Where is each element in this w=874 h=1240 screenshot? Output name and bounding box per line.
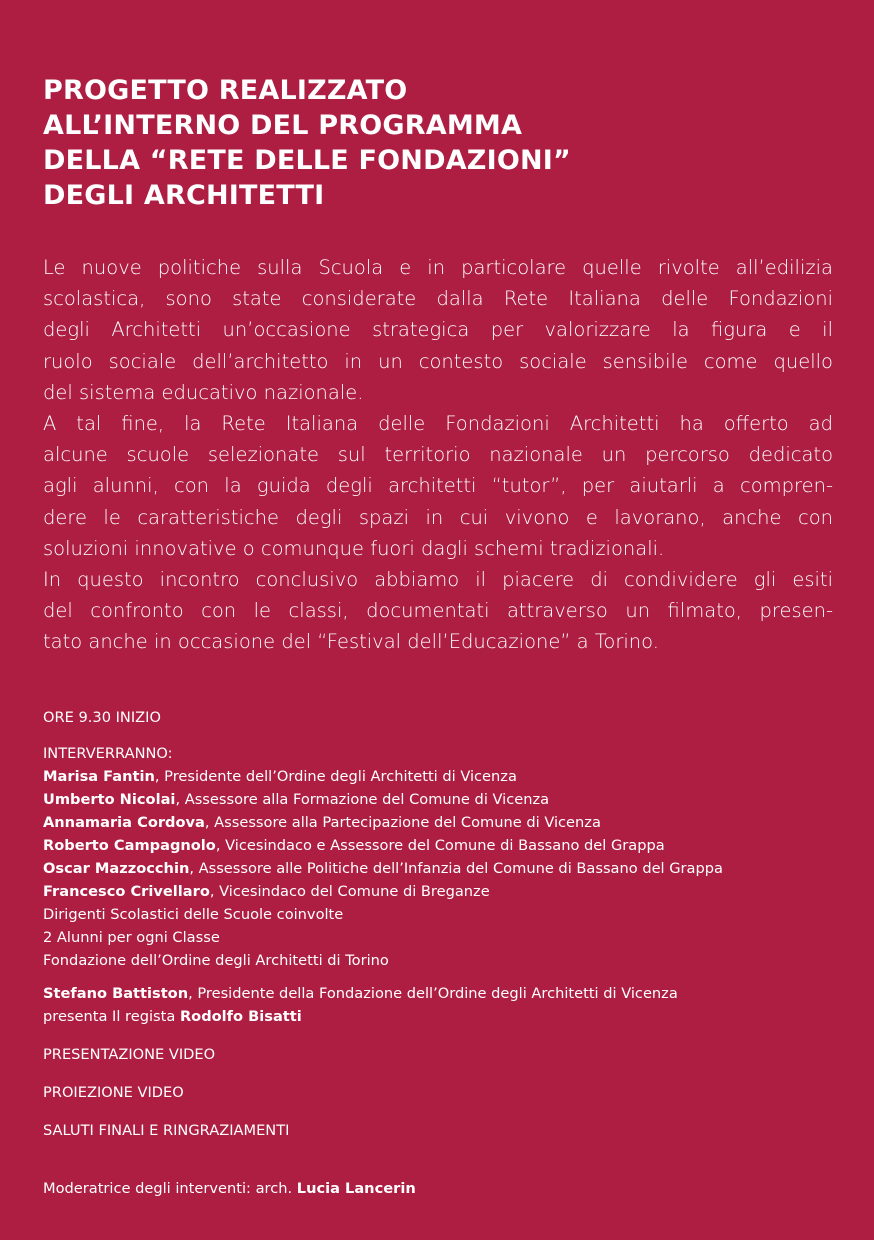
director-prefix: presenta Il regista (43, 1008, 180, 1025)
participant-item: Dirigenti Scolastici delle Scuole coinvolte (43, 906, 344, 923)
speaker-item (43, 880, 833, 903)
director-name: Rodolfo Bisatti (179, 1008, 302, 1025)
intro-line: soluzioni innovative o comunque fuori dagli schemi tradizionali. (43, 536, 665, 560)
speaker-name: Francesco Crivellaro (43, 883, 210, 900)
speaker-item (43, 834, 833, 857)
speaker-name: Annamaria Cordova (43, 814, 205, 831)
moderator-line (43, 1177, 833, 1200)
moderator-name: Lucia Lancerin (296, 1180, 416, 1197)
intro-line: A tal fine, la Rete Italiana delle Fondazioni Architetti ha offerto ad (43, 412, 833, 436)
speaker-item (43, 811, 833, 834)
speakers-list (43, 765, 833, 972)
presenter-role: , Presidente della Fondazione dell’Ordine degli Architetti di Vicenza (188, 985, 678, 1002)
speaker-role: , Presidente dell’Ordine degli Architetti di Vicenza (154, 768, 517, 785)
presenter-block (43, 982, 833, 1028)
speaker-role: , Vicesindaco del Comune di Breganze (209, 883, 490, 900)
speaker-role: , Assessore alla Partecipazione del Comune di Vicenza (204, 814, 601, 831)
presenter-name: Stefano Battiston (43, 985, 189, 1002)
title-line: ALL’INTERNO DEL PROGRAMMA (43, 110, 523, 141)
title-line: DELLA “RETE DELLE FONDAZIONI” (43, 145, 571, 176)
moderator-prefix: Moderatrice degli interventi: arch. (43, 1180, 297, 1197)
speaker-role: , Vicesindaco e Assessore del Comune di Bassano del Grappa (215, 837, 665, 854)
closing-remarks: SALUTI FINALI E RINGRAZIAMENTI (43, 1122, 290, 1139)
director-line (43, 1005, 833, 1028)
intro-line: scolastica, sono state considerate dalla Rete Italiana delle Fondazioni (43, 287, 833, 311)
intro-line: degli Architetti un’occasione strategica per valorizzare la figura e il (43, 318, 833, 342)
speaker-name: Oscar Mazzocchin (43, 860, 190, 877)
intro-line: del sistema educativo nazionale. (43, 380, 364, 404)
program-section (43, 706, 833, 1200)
speaker-role: , Assessore alla Formazione del Comune di Vicenza (175, 791, 550, 808)
speaker-name: Marisa Fantin (43, 768, 155, 785)
intro-line: ruolo sociale dell’architetto in un contesto sociale sensibile come quello (43, 349, 833, 373)
video-projection: PROIEZIONE VIDEO (43, 1084, 184, 1101)
presenter-line (43, 982, 833, 1005)
speaker-item (43, 857, 833, 880)
intro-line: agli alunni, con la guida degli architetti “tutor”, per aiutarli a compren- (43, 474, 833, 498)
speaker-name: Umberto Nicolai (43, 791, 176, 808)
start-time: ORE 9.30 INIZIO (43, 709, 161, 726)
intro-line: dere le caratteristiche degli spazi in cui vivono e lavorano, anche con (43, 505, 833, 529)
speaker-item (43, 788, 833, 811)
speaker-role: , Assessore alle Politiche dell’Infanzia del Comune di Bassano del Grappa (189, 860, 723, 877)
intro-line: del confronto con le classi, documentati attraverso un filmato, presen- (43, 599, 833, 623)
participant-item: Fondazione dell’Ordine degli Architetti di Torino (43, 952, 389, 969)
speaker-name: Roberto Campagnolo (43, 837, 216, 854)
intro-line: Le nuove politiche sulla Scuola e in particolare quelle rivolte all’edilizia (43, 256, 833, 279)
speaker-item (43, 765, 833, 788)
speakers-heading: INTERVERRANNO: (43, 745, 173, 762)
page-title (43, 73, 571, 213)
intro-line: In questo incontro conclusivo abbiamo il piacere di condividere gli esiti (43, 568, 833, 592)
video-presentation: PRESENTAZIONE VIDEO (43, 1046, 216, 1063)
participant-item: 2 Alunni per ogni Classe (43, 929, 220, 946)
title-line: DEGLI ARCHITETTI (43, 180, 325, 211)
intro-line: tato anche in occasione del “Festival dell’Educazione” a Torino. (43, 630, 659, 654)
intro-paragraph (43, 252, 833, 658)
title-line: PROGETTO REALIZZATO (43, 75, 408, 106)
intro-line: alcune scuole selezionate sul territorio nazionale un percorso dedicato (43, 443, 833, 467)
